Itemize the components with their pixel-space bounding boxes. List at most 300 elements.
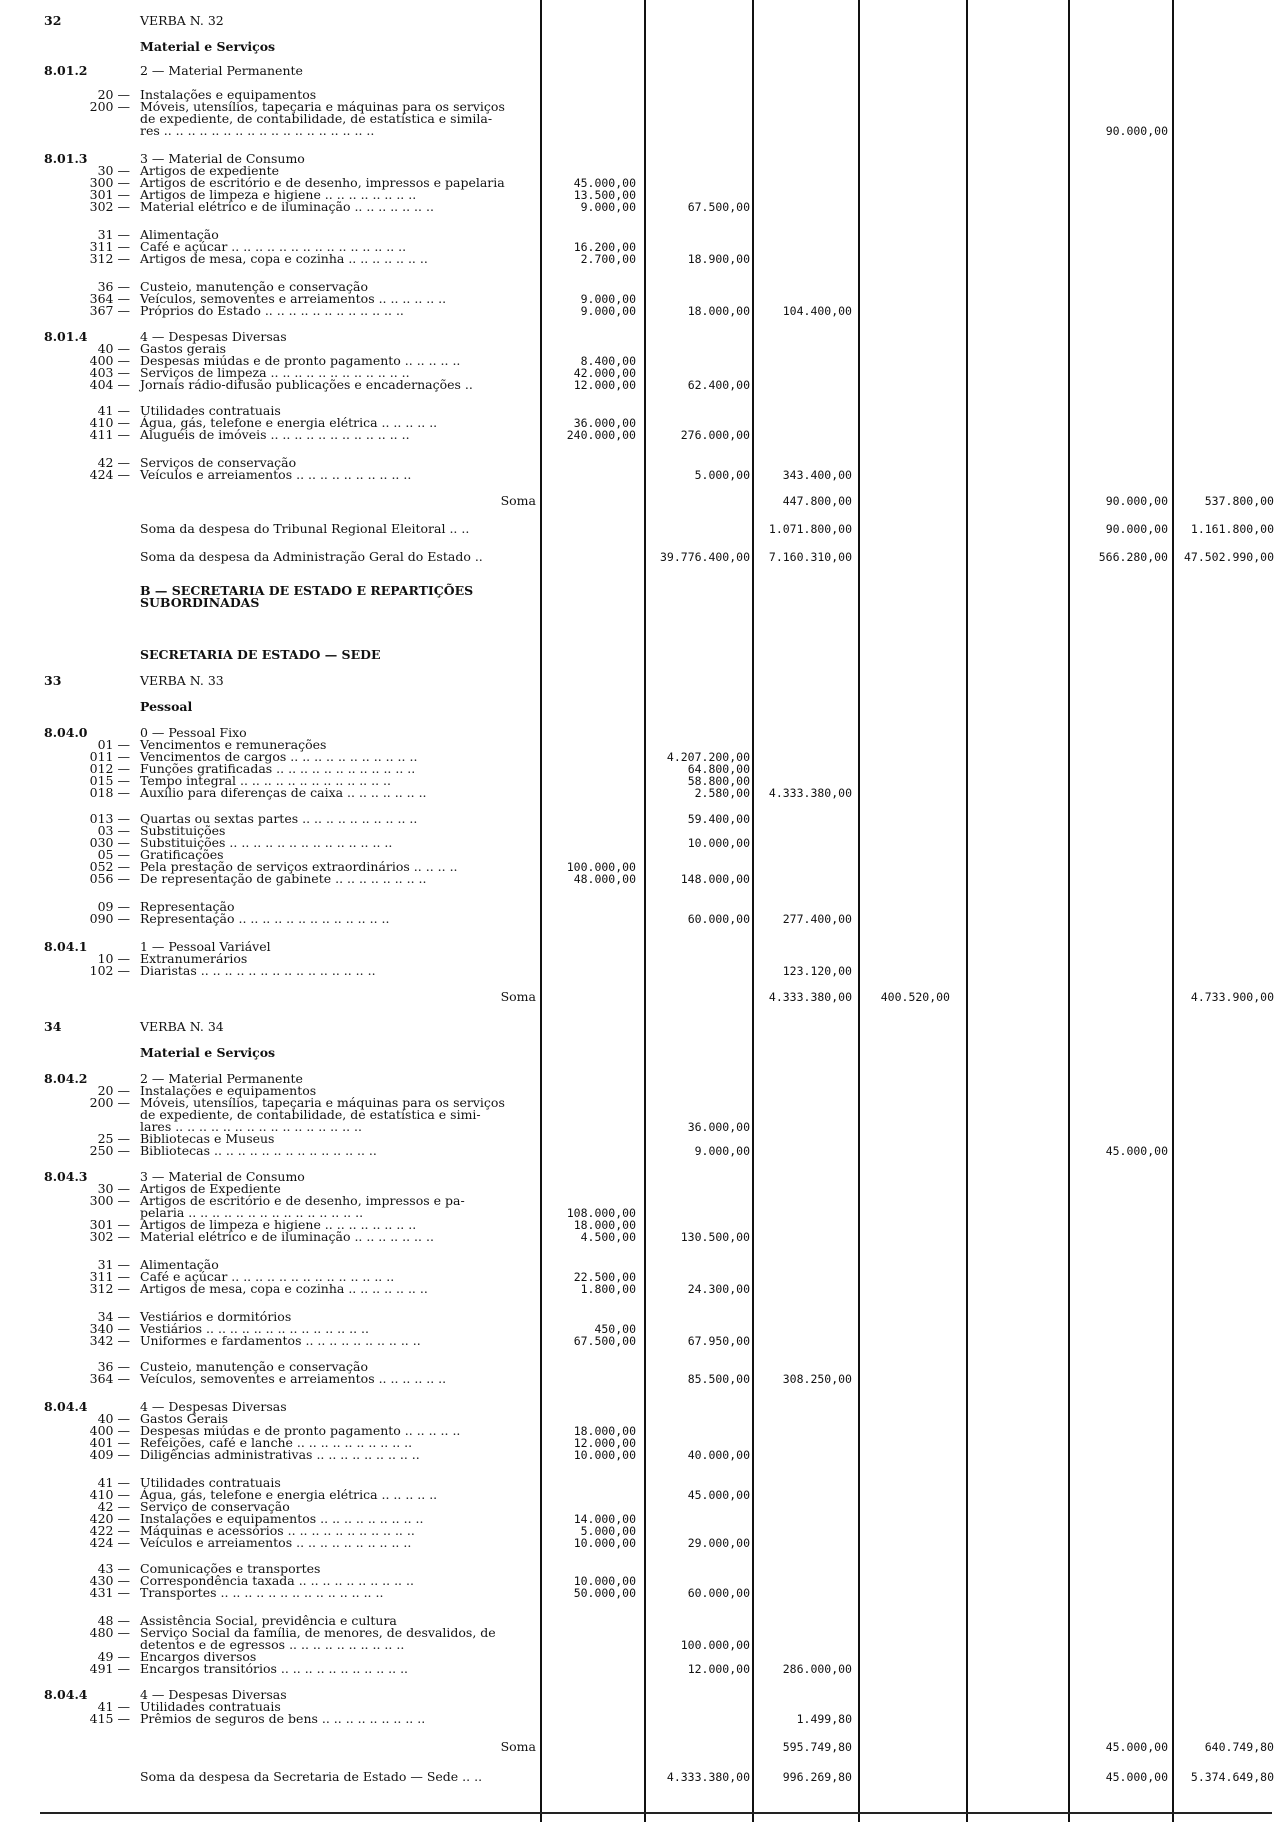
item-description: Prêmios de seguros de bens .. .. .. .. .. .. .. .. .. — [140, 1711, 426, 1726]
amount-a1: 13.500,00 — [573, 188, 636, 202]
amount-a1: 18.000,00 — [573, 1424, 636, 1438]
item-description: Soma — [500, 493, 536, 508]
item-number: 424 — — [89, 467, 130, 482]
table-row — [0, 1712, 1282, 1726]
item-description: Soma — [500, 989, 536, 1004]
item-number: 41 — — [97, 1475, 130, 1490]
amount-a3: 447.800,00 — [782, 494, 852, 508]
item-description: Artigos de escritório e de desenho, impressos e papelaria — [140, 175, 505, 190]
amount-a5: 90.000,00 — [1105, 494, 1168, 508]
item-description: Uniformes e fardamentos .. .. .. .. .. .. .. .. .. .. — [140, 1333, 421, 1348]
item-description: Serviços de conservação — [140, 455, 297, 470]
item-number: 10 — — [97, 951, 130, 966]
item-number: 36 — — [97, 279, 130, 294]
amount-a2: 24.300,00 — [687, 1282, 750, 1296]
item-number: 250 — — [89, 1143, 130, 1158]
item-number: 415 — — [89, 1711, 130, 1726]
section-code: 8.04.0 — [44, 725, 88, 740]
section-code: 8.01.2 — [44, 63, 88, 78]
item-number: 364 — — [89, 291, 130, 306]
amount-a1: 100.000,00 — [566, 860, 636, 874]
item-description: Encargos transitórios .. .. .. .. .. .. .. .. .. .. .. — [140, 1661, 409, 1676]
item-description: Diaristas .. .. .. .. .. .. .. .. .. .. .. .. .. .. .. — [140, 963, 376, 978]
amount-a2: 5.000,00 — [694, 468, 750, 482]
item-number: 42 — — [97, 1499, 130, 1514]
amount-a6: 5.374.649,80 — [1190, 1770, 1274, 1784]
item-number: 312 — — [89, 251, 130, 266]
item-number: 36 — — [97, 1359, 130, 1374]
amount-a2: 18.000,00 — [687, 304, 750, 318]
item-description: Artigos de expediente — [140, 163, 280, 178]
item-description: Correspondência taxada .. .. .. .. .. .. .. .. .. .. — [140, 1573, 414, 1588]
amount-a1: 9.000,00 — [580, 200, 636, 214]
item-description: Serviços de limpeza .. .. .. .. .. .. .. .. .. .. .. .. — [140, 365, 410, 380]
amount-a6: 4.733.900,00 — [1190, 990, 1274, 1004]
item-number: 300 — — [89, 175, 130, 190]
amount-a5: 45.000,00 — [1105, 1144, 1168, 1158]
amount-a1: 450,00 — [594, 1322, 636, 1336]
item-description: Soma da despesa da Secretaria de Estado — Sede .. .. — [140, 1769, 483, 1784]
amount-a1: 8.400,00 — [580, 354, 636, 368]
item-number: 403 — — [89, 365, 130, 380]
amount-a2: 9.000,00 — [694, 1144, 750, 1158]
item-number: 420 — — [89, 1511, 130, 1526]
amount-a2: 10.000,00 — [687, 836, 750, 850]
item-number: 364 — — [89, 1371, 130, 1386]
item-number: 400 — — [89, 353, 130, 368]
item-number: 342 — — [89, 1333, 130, 1348]
item-number: 056 — — [89, 871, 130, 886]
amount-a6: 640.749,80 — [1204, 1740, 1274, 1754]
amount-a3: 595.749,80 — [782, 1740, 852, 1754]
item-number: 49 — — [97, 1649, 130, 1664]
item-description: Substituições .. .. .. .. .. .. .. .. .. .. .. .. .. .. — [140, 835, 393, 850]
item-description: Material e Serviços — [140, 1045, 276, 1060]
item-description: Custeio, manutenção e conservação — [140, 279, 368, 294]
table-row — [0, 1334, 1282, 1348]
table-row — [0, 40, 1282, 54]
item-description: VERBA N. 34 — [140, 1019, 224, 1034]
section-code: 32 — [44, 13, 62, 28]
item-description: Material elétrico e de iluminação .. .. .. .. .. .. .. — [140, 1229, 434, 1244]
amount-a4: 400.520,00 — [880, 990, 950, 1004]
item-number: 42 — — [97, 455, 130, 470]
item-description: Material elétrico e de iluminação .. .. .. .. .. .. .. — [140, 199, 434, 214]
item-number: 052 — — [89, 859, 130, 874]
amount-a1: 67.500,00 — [573, 1334, 636, 1348]
item-number: 05 — — [97, 847, 130, 862]
item-description: Utilidades contratuais — [140, 1475, 281, 1490]
item-description: Encargos diversos — [140, 1649, 257, 1664]
item-description: res .. .. .. .. .. .. .. .. .. .. .. .. .. .. .. .. .. .. — [140, 123, 375, 138]
amount-a1: 5.000,00 — [580, 1524, 636, 1538]
item-description: Soma da despesa do Tribunal Regional Eleitoral .. .. — [140, 521, 470, 536]
item-description: Instalações e equipamentos — [140, 1083, 317, 1098]
item-number: 301 — — [89, 1217, 130, 1232]
item-number: 25 — — [97, 1131, 130, 1146]
amount-a2: 64.800,00 — [687, 762, 750, 776]
item-description: Artigos de limpeza e higiene .. .. .. .. .. .. .. .. — [140, 187, 417, 202]
item-description: Vencimentos e remunerações — [140, 737, 327, 752]
item-description: Assistência Social, previdência e cultura — [140, 1613, 397, 1628]
section-code: 8.04.4 — [44, 1687, 88, 1702]
amount-a2: 12.000,00 — [687, 1662, 750, 1676]
amount-a2: 62.400,00 — [687, 378, 750, 392]
item-number: 200 — — [89, 99, 130, 114]
item-description: 2 — Material Permanente — [140, 1071, 303, 1086]
item-number: 410 — — [89, 1487, 130, 1502]
amount-a2: 36.000,00 — [687, 1120, 750, 1134]
item-number: 431 — — [89, 1585, 130, 1600]
item-description: Alimentação — [140, 227, 219, 242]
item-description: Móveis, utensílios, tapeçaria e máquinas para os serviços — [140, 1095, 505, 1110]
item-number: 311 — — [89, 1269, 130, 1284]
table-row — [0, 912, 1282, 926]
section-code: 8.01.4 — [44, 329, 88, 344]
table-row — [0, 1046, 1282, 1060]
item-description: lares .. .. .. .. .. .. .. .. .. .. .. .. .. .. .. .. — [140, 1119, 362, 1134]
amount-a2: 29.000,00 — [687, 1536, 750, 1550]
item-number: 422 — — [89, 1523, 130, 1538]
item-description: Substituições — [140, 823, 226, 838]
amount-a1: 12.000,00 — [573, 378, 636, 392]
item-description: Alimentação — [140, 1257, 219, 1272]
item-description: Pela prestação de serviços extraordinários .. .. .. .. — [140, 859, 458, 874]
item-description: 4 — Despesas Diversas — [140, 1399, 287, 1414]
item-description: Artigos de mesa, copa e cozinha .. .. .. .. .. .. .. — [140, 251, 428, 266]
item-number: 300 — — [89, 1193, 130, 1208]
table-row — [0, 64, 1282, 78]
amount-a5: 45.000,00 — [1105, 1770, 1168, 1784]
item-description: Água, gás, telefone e energia elétrica .. .. .. .. .. — [140, 1487, 438, 1502]
item-description: Serviço Social da família, de menores, de desvalidos, de — [140, 1625, 496, 1640]
item-description: Quartas ou sextas partes .. .. .. .. .. .. .. .. .. .. — [140, 811, 418, 826]
item-description: De representação de gabinete .. .. .. .. .. .. .. .. — [140, 871, 427, 886]
item-description: Soma — [500, 1739, 536, 1754]
amount-a3: 1.071.800,00 — [768, 522, 852, 536]
item-number: 340 — — [89, 1321, 130, 1336]
table-row — [0, 14, 1282, 28]
amount-a3: 996.269,80 — [782, 1770, 852, 1784]
section-code: 8.04.3 — [44, 1169, 88, 1184]
amount-a1: 9.000,00 — [580, 292, 636, 306]
item-description: Bibliotecas e Museus — [140, 1131, 275, 1146]
item-description: 4 — Despesas Diversas — [140, 1687, 287, 1702]
amount-a1: 10.000,00 — [573, 1536, 636, 1550]
item-description: Gratificações — [140, 847, 224, 862]
amount-a1: 50.000,00 — [573, 1586, 636, 1600]
section-code: 8.04.2 — [44, 1071, 88, 1086]
item-description: Soma da despesa da Administração Geral do Estado .. — [140, 549, 483, 564]
item-description: 0 — Pessoal Fixo — [140, 725, 247, 740]
item-number: 31 — — [97, 227, 130, 242]
item-description: Máquinas e acessórios .. .. .. .. .. .. .. .. .. .. .. — [140, 1523, 415, 1538]
amount-a2: 39.776.400,00 — [660, 550, 751, 564]
item-number: 011 — — [89, 749, 130, 764]
item-description: Representação .. .. .. .. .. .. .. .. .. .. .. .. .. — [140, 911, 390, 926]
item-number: 302 — — [89, 1229, 130, 1244]
item-description: Móveis, utensílios, tapeçaria e máquinas para os serviços — [140, 99, 505, 114]
item-number: 030 — — [89, 835, 130, 850]
amount-a2: 130.500,00 — [680, 1230, 750, 1244]
item-number: 424 — — [89, 1535, 130, 1550]
amount-a1: 10.000,00 — [573, 1574, 636, 1588]
amount-a2: 85.500,00 — [687, 1372, 750, 1386]
amount-a2: 4.333.380,00 — [666, 1770, 750, 1784]
amount-a6: 537.800,00 — [1204, 494, 1274, 508]
amount-a6: 1.161.800,00 — [1190, 522, 1274, 536]
table-row — [0, 428, 1282, 442]
item-description: Extranumerários — [140, 951, 248, 966]
table-row — [0, 1372, 1282, 1386]
item-description: Vestiários .. .. .. .. .. .. .. .. .. .. .. .. .. .. — [140, 1321, 369, 1336]
amount-a2: 67.500,00 — [687, 200, 750, 214]
item-description: pelaria .. .. .. .. .. .. .. .. .. .. .. .. .. .. .. — [140, 1205, 364, 1220]
amount-a2: 148.000,00 — [680, 872, 750, 886]
item-number: 09 — — [97, 899, 130, 914]
amount-a1: 14.000,00 — [573, 1512, 636, 1526]
table-row — [0, 468, 1282, 482]
item-description: de expediente, de contabilidade, de estatística e simi- — [140, 1107, 481, 1122]
item-description: VERBA N. 32 — [140, 13, 224, 28]
item-number: 20 — — [97, 87, 130, 102]
table-row — [0, 990, 1282, 1004]
item-number: 30 — — [97, 1181, 130, 1196]
amount-a1: 9.000,00 — [580, 304, 636, 318]
amount-a3: 1.499,80 — [796, 1712, 852, 1726]
item-number: 34 — — [97, 1309, 130, 1324]
item-description: Aluguéis de imóveis .. .. .. .. .. .. .. .. .. .. .. .. — [140, 427, 410, 442]
table-row — [0, 964, 1282, 978]
amount-a1: 42.000,00 — [573, 366, 636, 380]
item-description: Gastos gerais — [140, 341, 227, 356]
amount-a1: 1.800,00 — [580, 1282, 636, 1296]
amount-a1: 36.000,00 — [573, 416, 636, 430]
table-row — [0, 1586, 1282, 1600]
item-description: Vestiários e dormitórios — [140, 1309, 292, 1324]
item-number: 41 — — [97, 1699, 130, 1714]
section-code: 8.04.4 — [44, 1399, 88, 1414]
amount-a1: 18.000,00 — [573, 1218, 636, 1232]
item-description: Tempo integral .. .. .. .. .. .. .. .. .. .. .. .. .. — [140, 773, 391, 788]
item-description: Transportes .. .. .. .. .. .. .. .. .. .. .. .. .. .. — [140, 1585, 384, 1600]
item-description: Despesas miúdas e de pronto pagamento .. .. .. .. .. — [140, 353, 461, 368]
amount-a3: 277.400,00 — [782, 912, 852, 926]
table-row — [0, 1536, 1282, 1550]
table-row — [0, 550, 1282, 564]
bottom-rule — [40, 1812, 1272, 1814]
amount-a3: 104.400,00 — [782, 304, 852, 318]
item-description: Diligências administrativas .. .. .. .. .. .. .. .. .. — [140, 1447, 420, 1462]
amount-a1: 12.000,00 — [573, 1436, 636, 1450]
item-number: 200 — — [89, 1095, 130, 1110]
table-row — [0, 1448, 1282, 1462]
item-description: Vencimentos de cargos .. .. .. .. .. .. .. .. .. .. .. — [140, 749, 418, 764]
item-number: 301 — — [89, 187, 130, 202]
amount-a1: 45.000,00 — [573, 176, 636, 190]
amount-a2: 60.000,00 — [687, 912, 750, 926]
table-row — [0, 1020, 1282, 1034]
item-description: Artigos de limpeza e higiene .. .. .. .. .. .. .. .. — [140, 1217, 417, 1232]
item-description: Funções gratificadas .. .. .. .. .. .. .. .. .. .. .. .. — [140, 761, 416, 776]
amount-a3: 4.333.380,00 — [768, 786, 852, 800]
item-number: 430 — — [89, 1573, 130, 1588]
table-row — [0, 252, 1282, 266]
item-number: 311 — — [89, 239, 130, 254]
item-number: 312 — — [89, 1281, 130, 1296]
table-row — [0, 700, 1282, 714]
amount-a1: 4.500,00 — [580, 1230, 636, 1244]
item-description: Despesas miúdas e de pronto pagamento .. .. .. .. .. — [140, 1423, 461, 1438]
item-number: 480 — — [89, 1625, 130, 1640]
item-description: Pessoal — [140, 699, 193, 714]
item-description: Veículos, semoventes e arreiamentos .. .. .. .. .. .. — [140, 1371, 447, 1386]
table-row — [0, 872, 1282, 886]
table-row — [0, 378, 1282, 392]
table-row — [0, 1144, 1282, 1158]
item-description: SUBORDINADAS — [140, 595, 260, 610]
amount-a5: 90.000,00 — [1105, 124, 1168, 138]
item-description: Utilidades contratuais — [140, 1699, 281, 1714]
item-number: 03 — — [97, 823, 130, 838]
item-number: 31 — — [97, 1257, 130, 1272]
item-description: 1 — Pessoal Variável — [140, 939, 271, 954]
item-number: 41 — — [97, 403, 130, 418]
table-row — [0, 596, 1282, 610]
item-number: 013 — — [89, 811, 130, 826]
item-number: 30 — — [97, 163, 130, 178]
item-description: Custeio, manutenção e conservação — [140, 1359, 368, 1374]
table-row — [0, 124, 1282, 138]
section-code: 8.04.1 — [44, 939, 88, 954]
table-row — [0, 786, 1282, 800]
item-description: 3 — Material de Consumo — [140, 1169, 305, 1184]
item-description: 4 — Despesas Diversas — [140, 329, 287, 344]
amount-a1: 48.000,00 — [573, 872, 636, 886]
item-number: 01 — — [97, 737, 130, 752]
amount-a1: 16.200,00 — [573, 240, 636, 254]
table-row — [0, 304, 1282, 318]
item-number: 018 — — [89, 785, 130, 800]
amount-a5: 566.280,00 — [1098, 550, 1168, 564]
item-description: VERBA N. 33 — [140, 673, 224, 688]
item-description: Veículos e arreiamentos .. .. .. .. .. .. .. .. .. .. — [140, 1535, 412, 1550]
amount-a1: 240.000,00 — [566, 428, 636, 442]
item-description: Utilidades contratuais — [140, 403, 281, 418]
amount-a2: 67.950,00 — [687, 1334, 750, 1348]
amount-a2: 58.800,00 — [687, 774, 750, 788]
item-number: 40 — — [97, 341, 130, 356]
item-description: Instalações e equipamentos .. .. .. .. .. .. .. .. .. — [140, 1511, 424, 1526]
section-code: 33 — [44, 673, 62, 688]
table-row — [0, 1282, 1282, 1296]
item-description: SECRETARIA DE ESTADO — SEDE — [140, 647, 381, 662]
table-row — [0, 522, 1282, 536]
amount-a1: 2.700,00 — [580, 252, 636, 266]
item-number: 410 — — [89, 415, 130, 430]
table-row — [0, 200, 1282, 214]
item-number: 40 — — [97, 1411, 130, 1426]
amount-a3: 286.000,00 — [782, 1662, 852, 1676]
amount-a1: 10.000,00 — [573, 1448, 636, 1462]
amount-a5: 45.000,00 — [1105, 1740, 1168, 1754]
table-row — [0, 648, 1282, 662]
amount-a3: 308.250,00 — [782, 1372, 852, 1386]
item-number: 409 — — [89, 1447, 130, 1462]
amount-a2: 60.000,00 — [687, 1586, 750, 1600]
item-number: 400 — — [89, 1423, 130, 1438]
amount-a1: 22.500,00 — [573, 1270, 636, 1284]
table-row — [0, 1662, 1282, 1676]
item-number: 43 — — [97, 1561, 130, 1576]
amount-a2: 59.400,00 — [687, 812, 750, 826]
item-description: Água, gás, telefone e energia elétrica .. .. .. .. .. — [140, 415, 438, 430]
amount-a5: 90.000,00 — [1105, 522, 1168, 536]
item-number: 411 — — [89, 427, 130, 442]
item-description: Refeições, café e lanche .. .. .. .. .. .. .. .. .. .. — [140, 1435, 413, 1450]
item-description: B — SECRETARIA DE ESTADO E REPARTIÇÕES — [140, 583, 474, 598]
amount-a2: 40.000,00 — [687, 1448, 750, 1462]
item-description: Artigos de Expediente — [140, 1181, 281, 1196]
amount-a3: 343.400,00 — [782, 468, 852, 482]
table-row — [0, 1740, 1282, 1754]
item-number: 404 — — [89, 377, 130, 392]
amount-a6: 47.502.990,00 — [1183, 550, 1274, 564]
amount-a2: 18.900,00 — [687, 252, 750, 266]
item-description: de expediente, de contabilidade, de estatística e simila- — [140, 111, 493, 126]
item-description: detentos e de egressos .. .. .. .. .. .. .. .. .. .. — [140, 1637, 405, 1652]
table-row — [0, 1230, 1282, 1244]
item-description: Café e açúcar .. .. .. .. .. .. .. .. .. .. .. .. .. .. — [140, 1269, 395, 1284]
item-description: 2 — Material Permanente — [140, 63, 303, 78]
item-number: 48 — — [97, 1613, 130, 1628]
item-description: Jornais rádio-difusão publicações e encadernações .. — [140, 377, 473, 392]
item-description: Gastos Gerais — [140, 1411, 229, 1426]
section-code: 8.01.3 — [44, 151, 88, 166]
table-row — [0, 1770, 1282, 1784]
item-description: 3 — Material de Consumo — [140, 151, 305, 166]
amount-a3: 7.160.310,00 — [768, 550, 852, 564]
item-description: Bibliotecas .. .. .. .. .. .. .. .. .. .. .. .. .. .. — [140, 1143, 377, 1158]
amount-a3: 123.120,00 — [782, 964, 852, 978]
item-number: 090 — — [89, 911, 130, 926]
item-number: 302 — — [89, 199, 130, 214]
amount-a3: 4.333.380,00 — [768, 990, 852, 1004]
item-number: 015 — — [89, 773, 130, 788]
item-description: Comunicações e transportes — [140, 1561, 321, 1576]
item-description: Artigos de mesa, copa e cozinha .. .. .. .. .. .. .. — [140, 1281, 428, 1296]
table-row — [0, 494, 1282, 508]
item-number: 20 — — [97, 1083, 130, 1098]
amount-a2: 4.207.200,00 — [666, 750, 750, 764]
item-description: Veículos e arreiamentos .. .. .. .. .. .. .. .. .. .. — [140, 467, 412, 482]
item-description: Veículos, semoventes e arreiamentos .. .. .. .. .. .. — [140, 291, 447, 306]
amount-a1: 108.000,00 — [566, 1206, 636, 1220]
item-description: Representação — [140, 899, 235, 914]
item-number: 491 — — [89, 1661, 130, 1676]
item-description: Café e açúcar .. .. .. .. .. .. .. .. .. .. .. .. .. .. .. — [140, 239, 407, 254]
item-number: 102 — — [89, 963, 130, 978]
item-number: 012 — — [89, 761, 130, 776]
item-description: Instalações e equipamentos — [140, 87, 317, 102]
amount-a2: 2.580,00 — [694, 786, 750, 800]
item-description: Material e Serviços — [140, 39, 276, 54]
amount-a2: 100.000,00 — [680, 1638, 750, 1652]
item-description: Próprios do Estado .. .. .. .. .. .. .. .. .. .. .. .. — [140, 303, 404, 318]
amount-a2: 276.000,00 — [680, 428, 750, 442]
table-row — [0, 674, 1282, 688]
amount-a2: 45.000,00 — [687, 1488, 750, 1502]
